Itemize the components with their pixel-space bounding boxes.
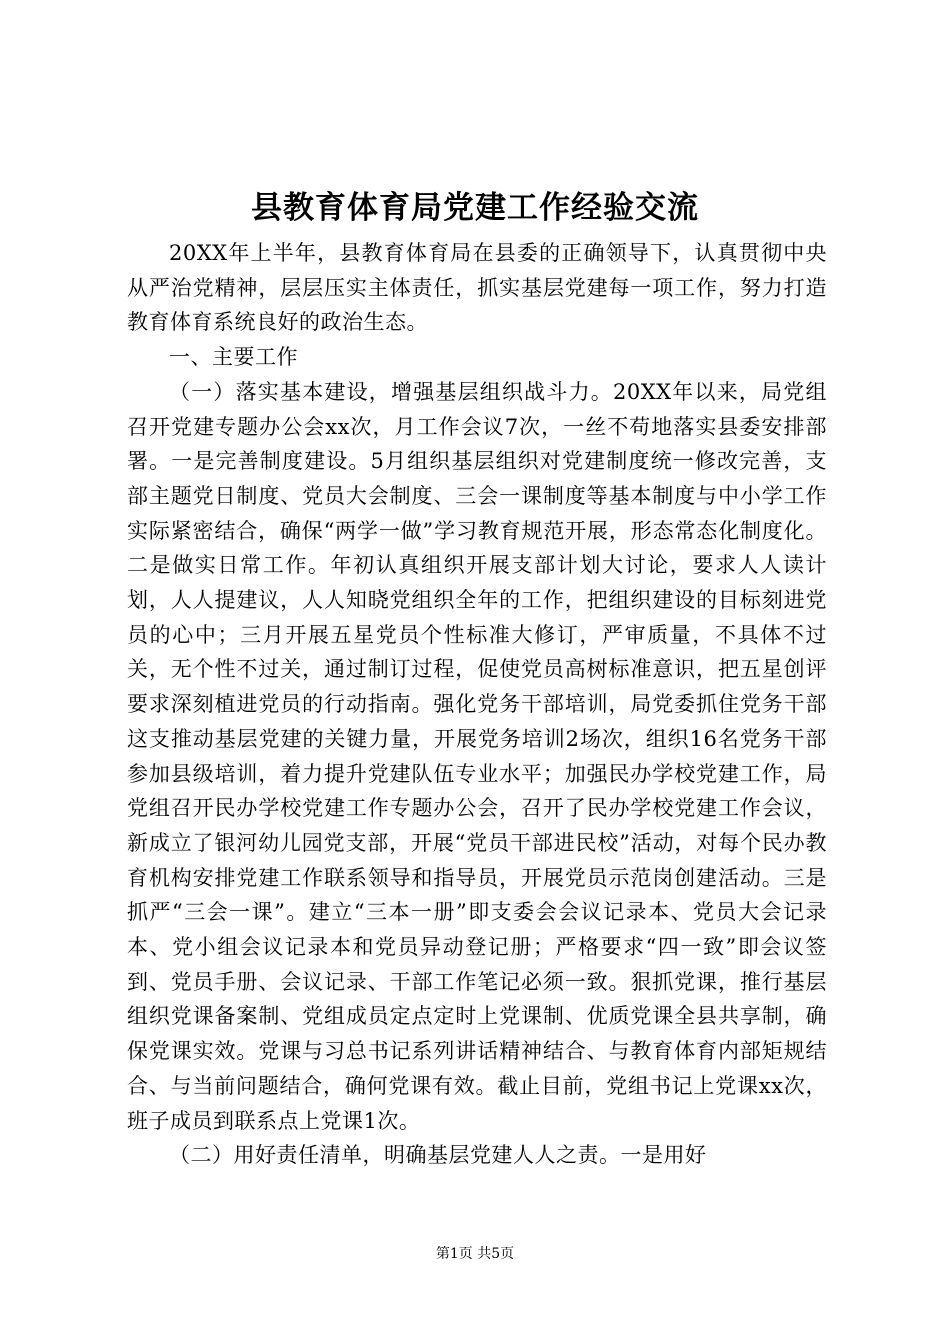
- document-title: 县教育体育局党建工作经验交流: [251, 190, 699, 226]
- section-heading: 一、主要工作: [169, 345, 298, 370]
- body-paragraph: （一）落实基本建设，增强基层组织战斗力。20XX年以来，局党组召开党建专题办公会xx次，月工作会议7次，一丝不苟地落实县委安排部署。一是完善制度建设。5月组织基层组织对党建制度统一修改完善，支部主题党日制度、党员大会制度、三会一课制度等基本制度与中小学工作实际紧密结合，确保“两学一做”学习教育规范开展，形态常态化制度化。二是做实日常工作。年初认真组织开展支部计划大讨论，要求人人读计划，人人提建议，人人知晓党组织全年的工作，把组织建设的目标刻进党员的心中；三月开展五星党员个性标准大修订，严审质量，不具体不过关，无个性不过关，通过制订过程，促使党员高树标准意识，把五星创评要求深刻植进党员的行动指南。强化党务干部培训，局党委抓住党务干部这支推动基层党建的关键力量，开展党务培训2场次，组织16名党务干部参加县级培训，着力提升党建队伍专业水平；加强民办学校党建工作，局党组召开民办学校党建工作专题办公会，召开了民办学校党建工作会议，新成立了银河幼儿园党支部，开展“党员干部进民校”活动，对每个民办教育机构安排党建工作联系领导和指导员，开展党员示范岗创建活动。三是抓严“三会一课”。建立“三本一册”即支委会会议记录本、党员大会记录本、党小组会议记录本和党员异动登记册；严格要求“四一致”即会议签到、党员手册、会议记录、干部工作笔记必须一致。狠抓党课，推行基层组织党课备案制、党组成员定点定时上党课制、优质党课全县共享制，确保党课实效。党课与习总书记系列讲话精神结合、与教育体育内部矩规结合、与当前问题结合，确何党课有效。截止目前，党组书记上党课xx次，班子成员到联系点上党课1次。: [127, 379, 827, 1133]
- document-body: [127, 236, 827, 1173]
- page-footer: 第1页 共5页: [435, 1246, 515, 1262]
- intro-paragraph: 20XX年上半年，县教育体育局在县委的正确领导下，认真贯彻中央从严治党精神，层层压实主体责任，抓实基层党建每一项工作，努力打造教育体育系统良好的政治生态。: [127, 241, 827, 335]
- body-paragraph: （二）用好责任清单，明确基层党建人人之责。一是用好: [169, 1143, 707, 1168]
